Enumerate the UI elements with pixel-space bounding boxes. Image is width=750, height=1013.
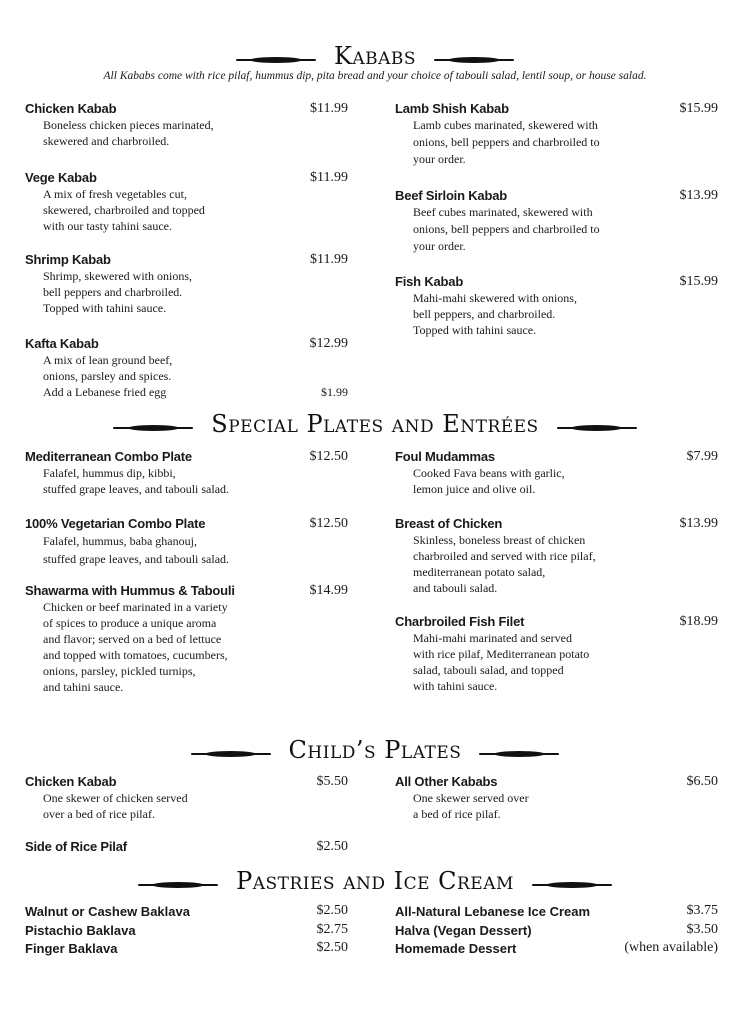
desc-line: Cooked Fava beans with garlic,	[413, 466, 565, 480]
item-price: $15.99	[679, 274, 718, 289]
desc-line: stuffed grape leaves, and tabouli salad.	[43, 482, 230, 496]
item-price: $11.99	[310, 252, 348, 267]
item-name: Pistachio Baklava	[25, 923, 136, 938]
menu-item	[395, 516, 718, 596]
section-title: Kababs	[333, 42, 417, 70]
item-price: $2.50	[316, 940, 348, 955]
flourish-right-icon	[479, 750, 559, 758]
item-name: Side of Rice Pilaf	[25, 839, 127, 854]
section-title: Child’s Plates	[288, 736, 462, 764]
item-description	[25, 117, 348, 149]
list-item	[395, 940, 718, 958]
desc-line: skewered, charbroiled and topped	[43, 203, 205, 217]
desc-line: Skinless, boneless breast of chicken	[413, 533, 586, 547]
item-description	[395, 630, 718, 694]
menu-item	[25, 516, 348, 568]
menu-item	[395, 449, 718, 497]
list-item	[395, 922, 718, 940]
desc-line: Falafel, hummus, baba ghanouj,	[43, 534, 197, 548]
section-title: Special Plates and Entrées	[211, 410, 539, 438]
item-price: $3.50	[686, 922, 718, 937]
desc-line: charbroiled and served with rice pilaf,	[413, 549, 596, 563]
desc-line: Chicken or beef marinated in a variety	[43, 600, 228, 614]
item-description	[25, 352, 348, 400]
menu-item	[395, 614, 718, 694]
menu-item	[395, 188, 718, 255]
item-price: $15.99	[679, 101, 718, 116]
item-name: Fish Kabab	[395, 274, 464, 289]
item-description	[395, 465, 718, 497]
item-name: 100% Vegetarian Combo Plate	[25, 516, 206, 531]
desc-line: your order.	[413, 152, 466, 166]
desc-line: Beef cubes marinated, skewered with	[413, 205, 593, 219]
item-name: Foul Mudammas	[395, 449, 495, 464]
item-name: Lamb Shish Kabab	[395, 101, 509, 116]
addon-price: $1.99	[321, 385, 348, 399]
item-price: $11.99	[310, 101, 348, 116]
item-name: Chicken Kabab	[25, 101, 117, 116]
desc-line: Topped with tahini sauce.	[413, 323, 537, 337]
menu-item	[25, 170, 348, 234]
desc-line: your order.	[413, 239, 466, 253]
menu-item	[25, 252, 348, 316]
desc-line: of spices to produce a unique aroma	[43, 616, 217, 630]
desc-line: over a bed of rice pilaf.	[43, 807, 155, 821]
item-name: Halva (Vegan Dessert)	[395, 923, 532, 938]
desc-line: stuffed grape leaves, and tabouli salad.	[43, 552, 230, 566]
menu-item	[25, 336, 348, 400]
desc-line: onions, parsley, pickled turnips,	[43, 664, 196, 678]
item-price: $13.99	[679, 516, 718, 531]
menu-item	[395, 274, 718, 338]
list-item	[25, 940, 348, 958]
menu-item	[25, 839, 348, 854]
item-description	[25, 465, 348, 497]
desc-line: and tabouli salad.	[413, 581, 498, 595]
desc-line: with tahini sauce.	[413, 679, 498, 693]
section-title: Pastries and Ice Cream	[236, 867, 514, 895]
desc-line: onions, parsley and spices.	[43, 369, 172, 383]
item-description	[25, 532, 348, 568]
item-price: $2.75	[316, 922, 348, 937]
desc-line: One skewer served over	[413, 791, 529, 805]
flourish-right-icon	[557, 424, 637, 432]
item-name: Finger Baklava	[25, 941, 118, 956]
desc-line: salad, tabouli salad, and topped	[413, 663, 564, 677]
desc-line: and flavor; served on a bed of lettuce	[43, 632, 222, 646]
desc-line: One skewer of chicken served	[43, 791, 188, 805]
item-name: Walnut or Cashew Baklava	[25, 904, 190, 919]
menu-item	[395, 101, 718, 168]
list-item	[25, 922, 348, 940]
desc-line: bell peppers and charbroiled.	[43, 285, 183, 299]
child-header	[0, 736, 750, 764]
flourish-right-icon	[434, 56, 514, 64]
desc-line: Boneless chicken pieces marinated,	[43, 118, 214, 132]
item-price: $14.99	[309, 583, 348, 598]
desc-line: onions, bell peppers and charbroiled to	[413, 135, 600, 149]
desc-line: A mix of lean ground beef,	[43, 353, 173, 367]
item-name: All Other Kababs	[395, 774, 498, 789]
kababs-note: All Kababs come with rice pilaf, hummus dip, pita bread and your choice of tabouli salad, lentil soup, or house salad.	[103, 70, 647, 82]
item-price: $2.50	[316, 903, 348, 918]
flourish-left-icon	[191, 750, 271, 758]
item-price: $18.99	[679, 614, 718, 629]
menu-item	[25, 774, 348, 822]
desc-line: Topped with tahini sauce.	[43, 301, 167, 315]
item-name: Vege Kabab	[25, 170, 97, 185]
item-price: $2.50	[316, 839, 348, 854]
desc-line: and topped with tomatoes, cucumbers,	[43, 648, 228, 662]
flourish-right-icon	[532, 881, 612, 889]
desc-line: bell peppers, and charbroiled.	[413, 307, 556, 321]
item-name: Shawarma with Hummus & Tabouli	[25, 583, 235, 598]
kababs-header	[0, 42, 750, 70]
item-name: Homemade Dessert	[395, 941, 517, 956]
addon-line	[43, 384, 348, 400]
item-price: $12.50	[309, 449, 348, 464]
item-description	[25, 268, 348, 316]
menu-item	[25, 449, 348, 497]
special-header	[0, 410, 750, 438]
item-name: Charbroiled Fish Filet	[395, 614, 525, 629]
item-description	[395, 290, 718, 338]
desc-line: lemon juice and olive oil.	[413, 482, 536, 496]
item-description	[395, 790, 718, 822]
item-description	[25, 599, 348, 695]
desc-line: with our tasty tahini sauce.	[43, 219, 172, 233]
item-price: $11.99	[310, 170, 348, 185]
item-description	[395, 117, 718, 168]
desc-line: A mix of fresh vegetables cut,	[43, 187, 187, 201]
flourish-left-icon	[236, 56, 316, 64]
menu-item	[25, 583, 348, 695]
item-price: $6.50	[686, 774, 718, 789]
item-description	[25, 790, 348, 822]
desc-line: skewered and charbroiled.	[43, 134, 170, 148]
addon-label: Add a Lebanese fried egg	[43, 385, 167, 399]
item-name: Mediterranean Combo Plate	[25, 449, 192, 464]
item-description	[25, 186, 348, 234]
desc-line: Shrimp, skewered with onions,	[43, 269, 192, 283]
item-price: $13.99	[679, 188, 718, 203]
list-item	[25, 903, 348, 921]
item-name: Beef Sirloin Kabab	[395, 188, 507, 203]
item-price: $12.99	[309, 336, 348, 351]
desc-line: and tahini sauce.	[43, 680, 124, 694]
item-name: Kafta Kabab	[25, 336, 99, 351]
item-name: All-Natural Lebanese Ice Cream	[395, 904, 591, 919]
desc-line: Mahi-mahi skewered with onions,	[413, 291, 577, 305]
desc-line: Mahi-mahi marinated and served	[413, 631, 572, 645]
item-price: $7.99	[686, 449, 718, 464]
menu-item	[25, 101, 348, 149]
desc-line: a bed of rice pilaf.	[413, 807, 501, 821]
item-name: Breast of Chicken	[395, 516, 503, 531]
item-description	[395, 532, 718, 596]
item-price: $5.50	[316, 774, 348, 789]
list-item	[395, 903, 718, 921]
pastries-header	[0, 867, 750, 895]
menu-item	[395, 774, 718, 822]
flourish-left-icon	[138, 881, 218, 889]
item-price: (when available)	[624, 940, 718, 955]
item-name: Chicken Kabab	[25, 774, 117, 789]
item-description	[395, 204, 718, 255]
desc-line: Falafel, hummus dip, kibbi,	[43, 466, 176, 480]
flourish-left-icon	[113, 424, 193, 432]
desc-line: with rice pilaf, Mediterranean potato	[413, 647, 590, 661]
desc-line: Lamb cubes marinated, skewered with	[413, 118, 598, 132]
item-price: $3.75	[686, 903, 718, 918]
item-name: Shrimp Kabab	[25, 252, 111, 267]
desc-line: mediterranean potato salad,	[413, 565, 546, 579]
desc-line: onions, bell peppers and charbroiled to	[413, 222, 600, 236]
item-price: $12.50	[309, 516, 348, 531]
